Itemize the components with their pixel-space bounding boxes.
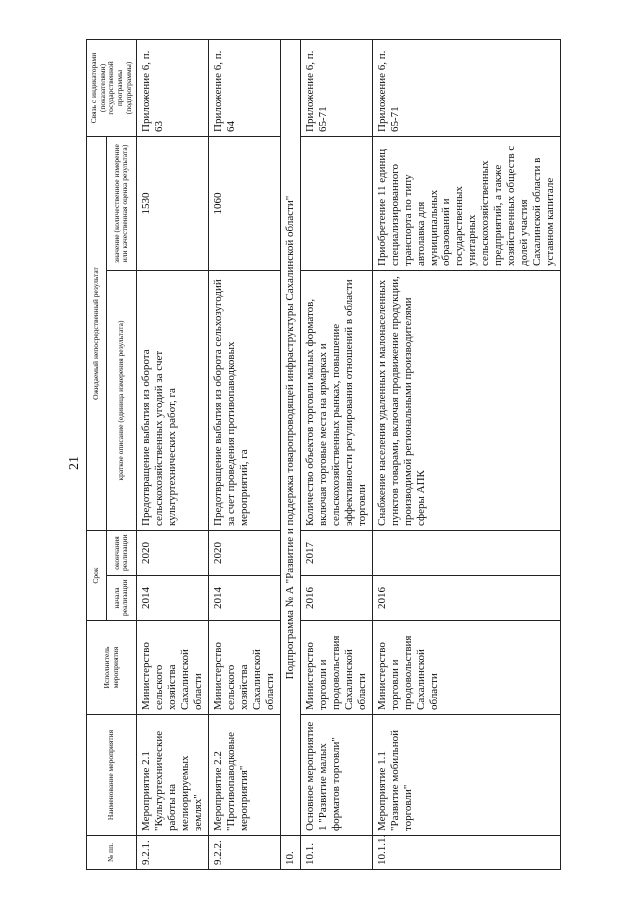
row-end: 2020 <box>137 531 209 576</box>
row-desc: Снабжение населения удаленных и малонаселенных пунктов товарами, включая продвижение продукции, производимой региональными производителями сферы АПК <box>372 271 561 531</box>
header-name: Наименование мероприятия <box>87 715 137 836</box>
row-name: Основное мероприятие 1 "Развитие малых форматов торговли" <box>300 715 372 836</box>
row-end: 2020 <box>208 531 280 576</box>
row-value: 1530 <box>137 137 209 271</box>
row-end: 2017 <box>300 531 372 576</box>
row-name: Мероприятие 2.2 "Противопаводковые мероприятия" <box>208 715 280 836</box>
section-num: 10. <box>280 836 300 870</box>
header-row-1 <box>87 40 107 870</box>
row-link: Приложение 6, п. 64 <box>208 40 280 137</box>
row-start: 2016 <box>300 576 372 621</box>
row-start: 2014 <box>208 576 280 621</box>
row-name: Мероприятие 2.1 "Культуртехнические работы на мелиорируемых землях" <box>137 715 209 836</box>
row-value: 1060 <box>208 137 280 271</box>
table-row <box>372 40 561 870</box>
table-row <box>300 40 372 870</box>
row-executor: Министерство торговли и продовольствия Сахалинской области <box>300 621 372 715</box>
row-executor: Министерство сельского хозяйства Сахалинской области <box>208 621 280 715</box>
header-term-end: окончания реализации <box>106 531 136 576</box>
row-value <box>300 137 372 271</box>
section-row <box>280 40 300 870</box>
row-end <box>372 531 561 576</box>
row-name: Мероприятие 1.1 "Развитие мобильной торговли" <box>372 715 561 836</box>
row-num: 10.1. <box>300 836 372 870</box>
row-executor: Министерство торговли и продовольствия Сахалинской области <box>372 621 561 715</box>
measures-table <box>86 39 561 870</box>
landscape-table-container <box>86 40 566 870</box>
row-num: 9.2.2. <box>208 836 280 870</box>
row-link: Приложение 6, п. 63 <box>137 40 209 137</box>
header-term: Срок <box>87 531 107 621</box>
row-desc: Предотвращение выбытия из оборота сельскохозяйственных угодий за счет культуртехнических работ, га <box>137 271 209 531</box>
page-number: 21 <box>67 456 82 470</box>
header-term-start: начала реализации <box>106 576 136 621</box>
row-num: 9.2.1. <box>137 836 209 870</box>
header-num: № пп. <box>87 836 137 870</box>
section-title: Подпрограмма № А "Развитие и поддержка товаропроводящей инфраструктуры Сахалинской области" <box>280 40 300 836</box>
row-start: 2014 <box>137 576 209 621</box>
row-executor: Министерство сельского хозяйства Сахалинской области <box>137 621 209 715</box>
header-result-desc: краткое описание (единица измерения результата) <box>106 271 136 531</box>
row-start: 2016 <box>372 576 561 621</box>
header-executor: Исполнитель мероприятия <box>87 621 137 715</box>
table-row <box>208 40 280 870</box>
header-result-value: значение (количественное измерение или качественная оценка результата) <box>106 137 136 271</box>
table-row <box>137 40 209 870</box>
row-link: Приложение 6, п. 65-71 <box>300 40 372 137</box>
row-desc: Количество объектов торговли малых форматов, включая торговые места на ярмарках и сельскохозяйственных рынках, повышение эффективности регулирования отношений в области торговли <box>300 271 372 531</box>
row-value: Приобретение 11 единиц специализированного транспорта по типу автолавка для муниципальных образований и государственных унитарных сельскохозяйственных предприятий, а также хозяйственных обществ с долей участия Сахалинской области в уставном капитале <box>372 137 561 271</box>
row-desc: Предотвращение выбытия из оборота сельхозугодий за счет проведения противопаводковых мероприятий, га <box>208 271 280 531</box>
header-link: Связь с индикаторами (показателями) государственной программы (подпрограммы) <box>87 40 137 137</box>
header-result: Ожидаемый непосредственный результат <box>87 137 107 531</box>
row-num: 10.1.1. <box>372 836 561 870</box>
row-link: Приложение 6, п. 65-71 <box>372 40 561 137</box>
